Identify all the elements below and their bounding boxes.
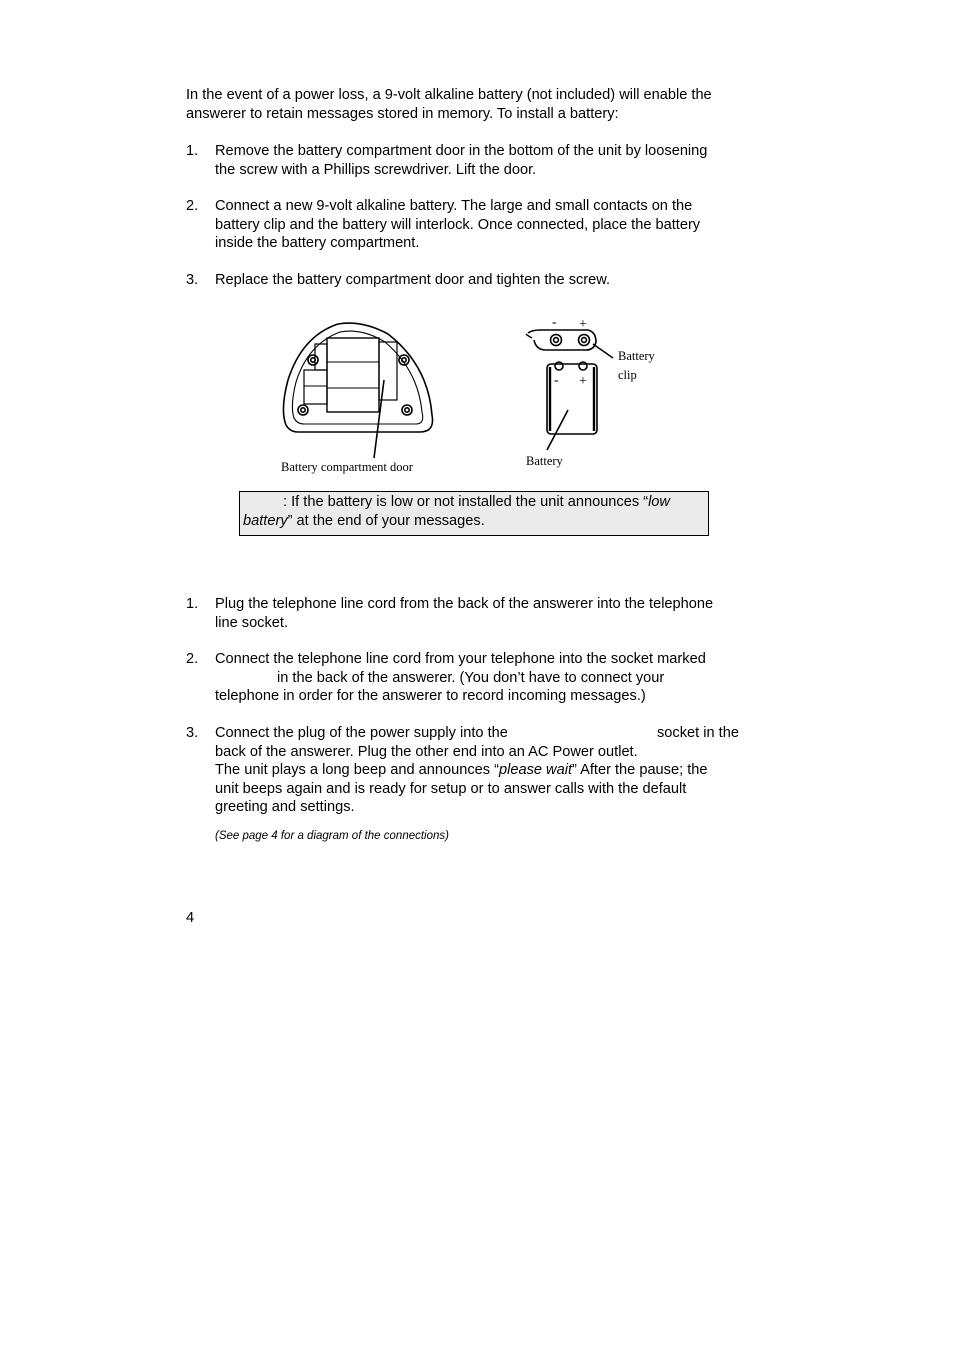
note-prefix: : If the battery is low or not installed the unit announces “ (283, 494, 649, 510)
step-line: unit beeps again and is ready for setup or to answer calls with the default (215, 780, 687, 797)
battery-caption: Battery (526, 454, 563, 468)
door-caption: Battery compartment door (281, 460, 413, 474)
battery-installation-figure (270, 310, 690, 480)
please-wait-italic: please wait (498, 762, 572, 778)
note-italic-battery: battery (243, 512, 288, 529)
step-number: 2. (186, 198, 199, 214)
note-suffix: ” at the end of your messages. (287, 512, 485, 529)
step-line: the screw with a Phillips screwdriver. Lift the door. (215, 161, 537, 178)
note-italic-low: low (648, 494, 670, 510)
step-text (215, 724, 775, 817)
see-page-note: (See page 4 for a diagram of the connections) (215, 830, 449, 842)
step-number: 3. (186, 725, 199, 741)
note-line-2 (243, 512, 707, 531)
clip-caption-line-1: Battery (618, 349, 655, 363)
step-line-text: ” After the pause; the (572, 762, 708, 778)
intro-paragraph (186, 86, 786, 123)
step-number: 1. (186, 143, 199, 159)
step-text (215, 142, 775, 179)
step-text (215, 197, 775, 253)
clip-minus-label: - (552, 315, 557, 330)
step-line: greeting and settings. (215, 799, 355, 815)
intro-line-2: answerer to retain messages stored in memory. To install a battery: (186, 105, 619, 122)
note-line-1 (243, 493, 707, 512)
step-line: inside the battery compartment. (215, 235, 420, 251)
step-number: 1. (186, 596, 199, 612)
step-line: Replace the battery compartment door and tighten the screw. (215, 272, 611, 288)
step-text (215, 650, 775, 706)
step-line-text: in the back of the answerer. (You don’t have to connect your (277, 669, 665, 686)
page-number: 4 (186, 910, 195, 926)
step-line: battery clip and the battery will interlock. Once connected, place the battery (215, 216, 701, 233)
step-line: Connect a new 9-volt alkaline battery. The large and small contacts on the (215, 198, 693, 214)
step-line: Remove the battery compartment door in the bottom of the unit by loosening (215, 143, 708, 159)
intro-line-1: In the event of a power loss, a 9-volt alkaline battery (not included) will enable the (186, 87, 712, 103)
step-line (215, 724, 775, 743)
low-battery-note (239, 491, 709, 536)
note-text (243, 493, 707, 530)
step-line (215, 761, 775, 780)
battery-plus-label: + (579, 374, 587, 389)
step-line (215, 669, 775, 688)
step-line: line socket. (215, 614, 289, 631)
unit-bottom-illustration (283, 323, 432, 432)
battery-clip-illustration (526, 330, 613, 358)
step-line-text: The unit plays a long beep and announces “ (215, 762, 499, 778)
step-text (215, 271, 775, 290)
step-number: 2. (186, 651, 199, 667)
step-line: back of the answerer. Plug the other end into an AC Power outlet. (215, 743, 638, 760)
clip-plus-label: + (579, 317, 587, 332)
step-line: Connect the telephone line cord from your telephone into the socket marked (215, 651, 706, 667)
step-text (215, 595, 775, 632)
step-line-text: socket in the (657, 725, 739, 741)
step-line-text: Connect the plug of the power supply into the (215, 725, 508, 741)
battery-minus-label: - (554, 373, 559, 388)
step-line: Plug the telephone line cord from the back of the answerer into the telephone (215, 596, 714, 612)
clip-caption-line-2: clip (618, 368, 637, 382)
step-line: telephone in order for the answerer to record incoming messages.) (215, 688, 646, 704)
step-number: 3. (186, 272, 199, 288)
